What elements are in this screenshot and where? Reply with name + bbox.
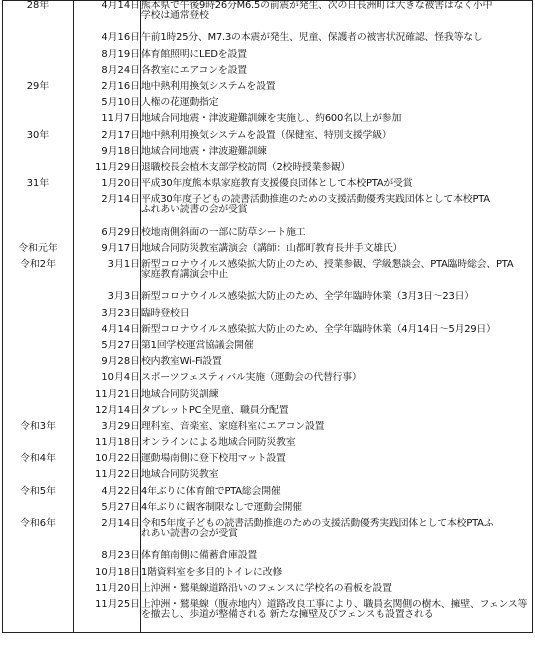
date-cell: 5月27日 xyxy=(74,503,141,519)
date-cell: 2月17日 xyxy=(74,131,141,147)
event-cell: 校内教室Wi-Fi設置 xyxy=(141,357,533,373)
event-cell: 人権の花運動指定 xyxy=(141,98,533,114)
year-cell xyxy=(3,406,74,422)
event-cell: タブレットPC全児童、職員分配置 xyxy=(141,406,533,422)
table-row xyxy=(3,66,533,82)
event-cell: 令和5年度子どもの読書活動推進のための支援活動優秀実践団体として本校PTAふ れあい読書の会が受賞 xyxy=(141,519,533,551)
table-row xyxy=(3,568,533,584)
year-cell xyxy=(3,98,74,114)
event-cell: 地域合同地震・津波避難訓練 xyxy=(141,147,533,163)
date-cell: 3月1日 xyxy=(74,260,141,292)
table-row xyxy=(3,503,533,519)
date-cell: 5月10日 xyxy=(74,98,141,114)
year-cell xyxy=(3,195,74,227)
event-cell: 運動場南側に登下校用マット設置 xyxy=(141,454,533,470)
date-cell: 4月22日 xyxy=(74,487,141,503)
year-cell xyxy=(3,228,74,244)
event-cell: 理科室、音楽室、家庭科室にエアコン設置 xyxy=(141,422,533,438)
table-row xyxy=(3,131,533,147)
date-cell: 10月4日 xyxy=(74,373,141,389)
table-row xyxy=(3,147,533,163)
date-cell: 3月29日 xyxy=(74,422,141,438)
event-cell: 地中熱利用換気システムを設置 xyxy=(141,82,533,98)
event-cell: 4年ぶりに観客制限なしで運動会開催 xyxy=(141,503,533,519)
table-row xyxy=(3,114,533,130)
event-cell: 体育館南側に備蓄倉庫設置 xyxy=(141,551,533,567)
year-cell xyxy=(3,66,74,82)
year-cell: 令和2年 xyxy=(3,260,74,292)
year-cell: 31年 xyxy=(3,179,74,195)
table-row xyxy=(3,390,533,406)
year-cell xyxy=(3,50,74,66)
date-cell: 8月19日 xyxy=(74,50,141,66)
year-cell xyxy=(3,390,74,406)
year-cell xyxy=(3,568,74,584)
date-cell: 3月23日 xyxy=(74,309,141,325)
event-cell: スポーツフェスティバル実施（運動会の代替行事） xyxy=(141,373,533,389)
year-cell xyxy=(3,292,74,308)
date-cell: 1月20日 xyxy=(74,179,141,195)
year-cell xyxy=(3,341,74,357)
date-cell: 12月14日 xyxy=(74,406,141,422)
table-row xyxy=(3,519,533,551)
event-cell: 4年ぶりに体育館でPTA総会開催 xyxy=(141,487,533,503)
event-cell: 午前1時25分、M7.3の本震が発生、児童、保護者の被害状況確認、怪我等なし xyxy=(141,33,533,49)
event-cell: 地域合同防災教室講演会（講師：山都町教育長井手文雄氏） xyxy=(141,244,533,260)
date-cell: 2月16日 xyxy=(74,82,141,98)
table-row xyxy=(3,82,533,98)
year-cell: 令和3年 xyxy=(3,422,74,438)
table-row xyxy=(3,98,533,114)
table-row xyxy=(3,470,533,486)
date-cell: 5月27日 xyxy=(74,341,141,357)
date-cell: 4月16日 xyxy=(74,33,141,49)
year-cell xyxy=(3,357,74,373)
table-row xyxy=(3,244,533,260)
year-cell: 令和元年 xyxy=(3,244,74,260)
table-row xyxy=(3,454,533,470)
event-cell: 1階資料室を多目的トイレに改修 xyxy=(141,568,533,584)
date-cell: 8月24日 xyxy=(74,66,141,82)
table-row xyxy=(3,422,533,438)
table-row xyxy=(3,33,533,49)
event-cell: 新型コロナウイルス感染拡大防止のため、授業参観、学級懇談会、PTA臨時総会、PTA 家庭教育講演会中止 xyxy=(141,260,533,292)
table-row xyxy=(3,438,533,454)
event-cell: 体育館照明にLEDを設置 xyxy=(141,50,533,66)
history-table-body xyxy=(3,1,533,633)
year-cell xyxy=(3,147,74,163)
date-cell: 4月14日 xyxy=(74,1,141,34)
year-cell xyxy=(3,584,74,600)
event-cell: 平成30年度子どもの読書活動推進のための支援活動優秀実践団体として本校PTA ふれあい読書の会が受賞 xyxy=(141,195,533,227)
event-cell: 退職校長会植木支部学校訪問（2校時授業参観） xyxy=(141,163,533,179)
event-cell: 上沖洲・鷲巣線（腹赤地内）道路改良工事により、職員玄関側の樹木、擁壁、フェンス等 を撤去し、歩道が整備される 新たな擁壁及びフェンスも設置される xyxy=(141,600,533,633)
table-row xyxy=(3,292,533,308)
date-cell: 9月18日 xyxy=(74,147,141,163)
date-cell: 10月18日 xyxy=(74,568,141,584)
event-cell: 地域合同防災訓練 xyxy=(141,390,533,406)
year-cell: 令和5年 xyxy=(3,487,74,503)
year-cell: 28年 xyxy=(3,1,74,34)
year-cell xyxy=(3,163,74,179)
event-cell: 各教室にエアコンを設置 xyxy=(141,66,533,82)
event-cell: 上沖洲・鷲巣線道路沿いのフェンスに学校名の看板を設置 xyxy=(141,584,533,600)
table-row xyxy=(3,195,533,227)
event-cell: 臨時登校日 xyxy=(141,309,533,325)
year-cell: 令和6年 xyxy=(3,519,74,551)
event-cell: オンラインによる地域合同防災教室 xyxy=(141,438,533,454)
table-row xyxy=(3,325,533,341)
year-cell: 30年 xyxy=(3,131,74,147)
table-row xyxy=(3,163,533,179)
date-cell: 2月14日 xyxy=(74,519,141,551)
table-row xyxy=(3,309,533,325)
date-cell: 6月29日 xyxy=(74,228,141,244)
table-row xyxy=(3,406,533,422)
event-cell: 地域合同地震・津波避難訓練を実施し、約600名以上が参加 xyxy=(141,114,533,130)
date-cell: 11月21日 xyxy=(74,390,141,406)
table-row xyxy=(3,50,533,66)
table-row xyxy=(3,373,533,389)
event-cell: 地域合同防災教室 xyxy=(141,470,533,486)
year-cell xyxy=(3,470,74,486)
table-row xyxy=(3,228,533,244)
year-cell xyxy=(3,33,74,49)
event-cell: 地中熱利用換気システムを設置（保健室、特別支援学級） xyxy=(141,131,533,147)
school-history-table xyxy=(2,0,533,633)
date-cell: 11月22日 xyxy=(74,470,141,486)
event-cell: 新型コロナウイルス感染拡大防止のため、全学年臨時休業（4月14日～5月29日） xyxy=(141,325,533,341)
date-cell: 2月14日 xyxy=(74,195,141,227)
event-cell: 第1回学校運営協議会開催 xyxy=(141,341,533,357)
year-cell xyxy=(3,373,74,389)
year-cell xyxy=(3,600,74,633)
date-cell: 11月29日 xyxy=(74,163,141,179)
date-cell: 4月14日 xyxy=(74,325,141,341)
date-cell: 11月25日 xyxy=(74,600,141,633)
year-cell xyxy=(3,114,74,130)
date-cell: 11月20日 xyxy=(74,584,141,600)
table-row xyxy=(3,341,533,357)
event-cell: 平成30年度熊本県家庭教育支援優良団体として本校PTAが受賞 xyxy=(141,179,533,195)
event-cell: 熊本県で午後9時26分M6.5の前震が発生、次の日長洲町は大きな被害はなく小中 学校は通常登校 xyxy=(141,1,533,34)
date-cell: 9月17日 xyxy=(74,244,141,260)
year-cell xyxy=(3,551,74,567)
table-row xyxy=(3,260,533,292)
date-cell: 11月7日 xyxy=(74,114,141,130)
date-cell: 9月28日 xyxy=(74,357,141,373)
year-cell xyxy=(3,503,74,519)
table-row xyxy=(3,1,533,34)
table-row xyxy=(3,357,533,373)
year-cell: 29年 xyxy=(3,82,74,98)
year-cell xyxy=(3,438,74,454)
table-row xyxy=(3,179,533,195)
date-cell: 8月23日 xyxy=(74,551,141,567)
table-row xyxy=(3,584,533,600)
date-cell: 10月22日 xyxy=(74,454,141,470)
date-cell: 11月18日 xyxy=(74,438,141,454)
year-cell xyxy=(3,309,74,325)
event-cell: 新型コロナウイルス感染拡大防止のため、全学年臨時休業（3月3日～23日） xyxy=(141,292,533,308)
event-cell: 校地南側斜面の一部に防草シート施工 xyxy=(141,228,533,244)
year-cell xyxy=(3,325,74,341)
year-cell: 令和4年 xyxy=(3,454,74,470)
table-row xyxy=(3,600,533,633)
table-row xyxy=(3,487,533,503)
table-row xyxy=(3,551,533,567)
date-cell: 3月3日 xyxy=(74,292,141,308)
